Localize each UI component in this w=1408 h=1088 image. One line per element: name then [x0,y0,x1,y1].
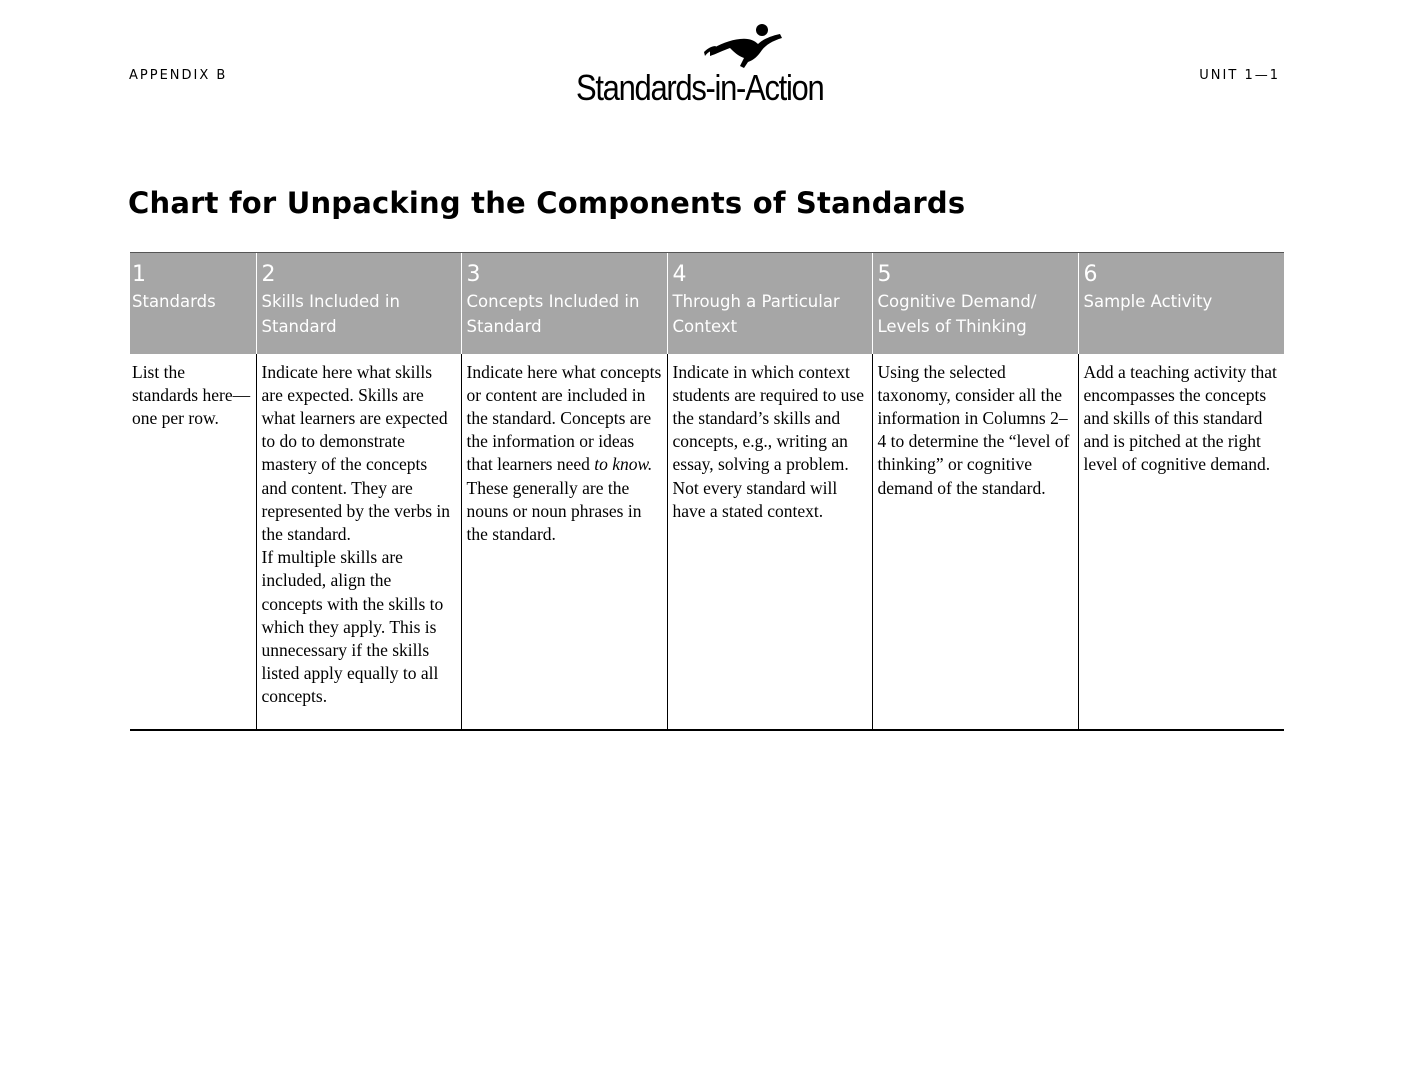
table-row [130,354,1284,730]
table-header-row [130,253,1284,354]
column-label: Through a Particular Context [672,292,840,336]
cell-text: List the standards here—one per row. [132,361,251,428]
cell-text: Indicate here what skills are expected. Skills are what learners are expected to do to demonstrate mastery of the concepts and content. They are represented by the verbs in the standard. [261,361,451,544]
cell-text: Add a teaching activity that encompasses the concepts and skills of this standard and is pitched at the right level of cognitive demand. [1083,361,1277,475]
column-number: 6 [1083,262,1098,287]
column-header-standards [130,253,256,354]
column-label: Sample Activity [1083,292,1213,311]
column-header-sample-activity [1078,253,1284,354]
cell-text: Using the selected taxonomy, consider all the information in Columns 2–4 to determine the “level of thinking” or cognitive demand of the standard. [877,361,1070,498]
column-number: 2 [261,262,276,287]
column-label: Concepts Included in Standard [466,292,640,336]
cell-sample-activity [1078,354,1284,730]
column-header-concepts [461,253,667,354]
cell-text: If multiple skills are included, align the concepts with the skills to which they apply. This is unnecessary if the skills listed apply equally to all concepts. [261,547,444,707]
column-number: 1 [132,262,146,287]
column-header-context [667,253,872,354]
running-figure-icon [700,22,790,70]
unpacking-chart-table [130,252,1284,731]
appendix-label: APPENDIX B [129,68,228,83]
column-number: 3 [466,262,481,287]
cell-text-part: Indicate here what concepts or content are included in the standard. Concepts are the information or ideas that learners need [466,361,662,475]
column-number: 5 [877,262,892,287]
column-number: 4 [672,262,687,287]
cell-text-part: These generally are the nouns or noun phrases in the standard. [466,477,642,544]
column-header-cognitive-demand [872,253,1078,354]
cell-text-emphasis: to know. [594,454,653,475]
column-header-skills [256,253,461,354]
cell-text [467,361,662,547]
cell-skills [256,354,461,730]
column-label: Standards [132,292,216,311]
page-title: Chart for Unpacking the Components of Standards [128,186,966,220]
unit-label: UNIT 1—1 [1199,68,1280,83]
cell-context [667,354,872,730]
standards-in-action-logo [560,22,850,106]
cell-concepts [461,354,667,730]
cell-standards [130,354,256,730]
column-label: Skills Included in Standard [261,292,400,336]
cell-cognitive-demand [872,354,1078,730]
logo-text: Standards-in-Action [576,67,824,108]
column-label: Cognitive Demand/ Levels of Thinking [877,292,1037,336]
cell-text: Indicate in which context students are required to use the standard’s skills and concepts, e.g., writing an essay, solving a problem. Not every standard will have a stated context. [672,361,864,521]
